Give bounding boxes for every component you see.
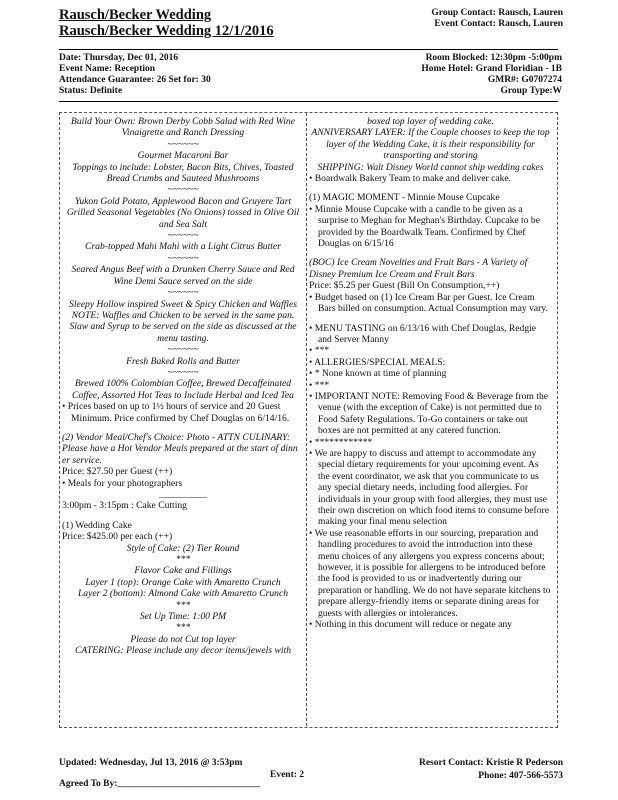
menu-line: • Minnie Mouse Cupcake with a candle to be given as a surprise to Meghan for Meghan's Birthday. Cupcake to be provided by the Boardwalk Team. Confirmed by Chef Douglas on 6/15/16 <box>309 204 552 250</box>
spacer <box>309 315 552 323</box>
title-line-1: Rausch/Becker Wedding <box>59 7 212 23</box>
menu-line: • * None known at time of planning <box>309 368 552 379</box>
menu-column-right <box>309 116 552 722</box>
menu-line: Price: $27.50 per Guest (++) <box>62 466 173 478</box>
menu-line: Seared Angus Beef with a Drunken Cherry Sauce and Red Wine Demi Sauce served on the side <box>71 264 295 287</box>
event-number: Event: 2 <box>270 770 305 780</box>
contacts <box>431 8 563 30</box>
menu-line: ~~~~~~ <box>167 138 199 150</box>
menu-line: Grilled Seasonal Vegetables (No Onions) tossed in Olive Oil and Sea Salt <box>66 207 300 230</box>
menu-line: boxed top layer of wedding cake. <box>367 116 494 127</box>
menu-line: Gourmet Macaroni Bar <box>137 150 229 162</box>
menu-line: • *** <box>309 345 552 356</box>
menu-column-left <box>62 116 304 722</box>
menu-line: ~~~~~~ <box>167 184 199 196</box>
resort-contact: Resort Contact: Kristie R Pederson <box>418 758 563 768</box>
spacer <box>62 512 304 520</box>
menu-line: Yukon Gold Potato, Applewood Bacon and Gruyere Tart <box>74 195 292 207</box>
menu-line: • We use reasonable efforts in our sourcing, preparation and handling procedures to avoid the introduction into these menu choices of any allergens you express concerns about; however, it is possible for allergens to be introduced before the food is provided to us or inadvertently during our preparation or handling. We do not have separate kitchens to prepare allergy-friendly items or separate dining areas for guests with allergies or intolerances. <box>309 528 552 619</box>
menu-line: • Meals for your photographers <box>62 478 304 489</box>
menu-line: Fresh Baked Rolls and Butter <box>126 355 240 367</box>
menu-line: SHIPPING: Walt Disney World cannot ship wedding cakes <box>317 161 544 173</box>
menu-line: ~~~~~~ <box>167 344 199 356</box>
resort-phone: Phone: 407-566-5573 <box>478 771 563 781</box>
attendance: Attendance Guarantee: 26 Set for: 30 <box>59 75 211 85</box>
menu-line: Build Your Own: Brown Derby Cobb Salad with Red Wine Vinaigrette and Ranch Dressing <box>71 116 295 139</box>
menu-line: • MENU TASTING on 6/13/16 with Chef Douglas, Redgie and Server Manny <box>309 323 552 346</box>
menu-line: 3:00pm - 3:15pm : Cake Cutting <box>62 500 187 512</box>
menu-line: ~~~~~~ <box>167 287 199 299</box>
menu-line: • Boardwalk Bakery Team to make and deliver cake. <box>309 173 552 184</box>
event-meta-left <box>59 53 211 97</box>
menu-line: ~~~~~~ <box>167 252 199 264</box>
menu-line: ~~~~~~ <box>167 230 199 242</box>
event-status: Status: Definite <box>59 86 123 96</box>
spacer <box>62 424 304 432</box>
menu-line: Style of Cake: (2) Tier Round <box>126 542 240 554</box>
menu-line: *** <box>175 554 191 566</box>
menu-line: NOTE: Waffles and Chicken to be served in the same pan. Slaw and Syrup to be served on the side as discussed at the menu tasting. <box>69 309 297 344</box>
meta-rule <box>59 101 558 102</box>
menu-line: Toppings to include: Lobster, Bacon Bits, Chives, Toasted Bread Crumbs and Sauteed Mushrooms <box>72 161 294 185</box>
spacer <box>309 249 552 257</box>
menu-line: • *** <box>309 380 552 391</box>
agreed-signature-line: Agreed To By:______________________________ <box>59 779 260 789</box>
menu-line: Sleepy Hollow inspired Sweet & Spicy Chicken and Waffles <box>69 298 297 310</box>
footer-right <box>419 757 563 783</box>
menu-line: Crab-topped Mahi Mahi with a Light Citrus Butter <box>85 241 281 253</box>
menu-line: Price: $5.25 per Guest (Bill On Consumption,++) <box>309 280 500 292</box>
group-type: Group Type:W <box>500 86 562 96</box>
menu-line: CATERING: Please include any decor items/jewels with <box>75 645 291 657</box>
gmr-number: GMR#: G0707274 <box>487 75 562 85</box>
menu-line: Flavor Cake and Fillings <box>134 565 232 577</box>
menu-line: ANNIVERSARY LAYER: If the Couple chooses to keep the top layer of the Wedding Cake, it is their responsibility for transporting and storing <box>311 127 550 162</box>
menu-line: *** <box>175 599 191 611</box>
header-rule <box>59 49 558 50</box>
menu-line: Please do not Cut top layer <box>130 633 236 645</box>
menu-line: • Nothing in this document will reduce or negate any <box>309 619 552 630</box>
menu-line: ~~~~~~ <box>167 366 199 378</box>
menu-line: Brewed 100% Colombian Coffee, Brewed Decaffeinated Coffee, Assorted Hot Teas to Include Herbal and Iced Tea <box>72 378 294 401</box>
event-name: Event Name: Reception <box>59 64 156 74</box>
menu-line: • IMPORTANT NOTE: Removing Food & Beverage from the venue (with the exception of Cake) is not permitted due to Food Safety Regulations. To-Go containers or take out boxes are not permitted at any catered function. <box>309 391 552 437</box>
menu-line: • ALLERGIES/SPECIAL MEALS: <box>309 357 552 368</box>
updated-timestamp: Updated: Wednesday, Jul 13, 2016 @ 3:53pm <box>59 758 243 768</box>
menu-line: __________ <box>159 489 207 500</box>
event-meta-right <box>421 53 562 97</box>
menu-line: (1) Wedding Cake <box>62 519 132 531</box>
menu-line: Layer 2 (bottom): Almond Cake with Amaretto Crunch <box>77 588 289 600</box>
menu-line: (BOC) Ice Cream Novelties and Fruit Bars - A Variety of Disney Premium Ice Cream and Fruit Bars <box>309 257 528 280</box>
spacer <box>309 184 552 192</box>
menu-line: • Prices based on up to 1½ hours of service and 20 Guest Minimum. Price confirmed by Chef Douglas on 6/14/16. <box>62 401 304 424</box>
menu-line: Price: $425.00 per each (++) <box>62 531 173 543</box>
menu-line: Set Up Time: 1:00 PM <box>139 611 227 623</box>
group-contact: Group Contact: Rausch, Lauren <box>431 8 563 18</box>
menu-line: • Budget based on (1) Ice Cream Bar per Guest. Ice Cream Bars billed on consumption. Actual Consumption may vary. <box>309 292 552 315</box>
menu-line: *** <box>175 622 191 634</box>
column-divider <box>306 113 307 726</box>
room-blocked: Room Blocked: 12:30pm -5:00pm <box>425 53 562 63</box>
menu-line: • We are happy to discuss and attempt to accommodate any special dietary requirements for your upcoming event. As the event coordinator, we ask that you communicate to us any special dietary needs, including food allergies. For individuals in your group with food allergies, they must use their own discretion on which food items to consume before making your final menu selection <box>309 448 552 528</box>
menu-line: (2) Vendor Meal/Chef's Choice: Photo - ATTN CULINARY: Please have a Hot Vendor Meals prepared at the start of dinn er service. <box>62 431 298 466</box>
event-date: Date: Thursday, Dec 01, 2016 <box>59 53 179 63</box>
document-title <box>59 7 274 39</box>
menu-line: • ************ <box>309 437 552 448</box>
footer-left <box>59 757 260 791</box>
home-hotel: Home Hotel: Grand Floridian - 1B <box>421 64 562 74</box>
menu-line: Layer 1 (top): Orange Cake with Amaretto Crunch <box>85 576 281 588</box>
event-contact: Event Contact: Rausch, Lauren <box>434 19 563 29</box>
title-line-2: Rausch/Becker Wedding 12/1/2016 <box>59 23 274 39</box>
menu-line: (1) MAGIC MOMENT - Minnie Mouse Cupcake <box>309 192 500 204</box>
